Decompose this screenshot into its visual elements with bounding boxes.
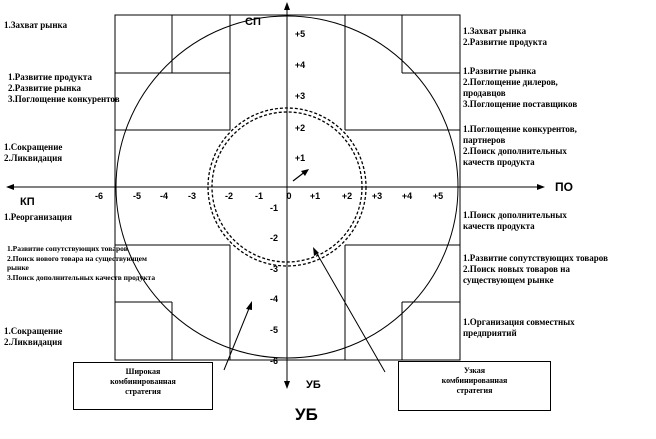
y-tick: -3 (269, 264, 279, 274)
text-line: 1.Сокращение (4, 326, 63, 336)
x-axis-right-arrow (537, 184, 545, 190)
x-tick: +2 (341, 191, 353, 201)
text-line: 1.Поглощение конкурентов, (463, 124, 577, 134)
axis-label-right: ПО (555, 180, 573, 194)
text-line: 2.Поиск нового товара на существующем (7, 253, 148, 263)
y-tick: +5 (294, 29, 306, 39)
right-text-3 (463, 124, 577, 168)
text-line: комбинированная (110, 377, 176, 386)
text-line: стратегия (456, 386, 493, 395)
right-text-2 (463, 66, 577, 110)
x-tick: +5 (432, 191, 444, 201)
text-line: 2.Поиск новых товаров на (463, 264, 570, 274)
y-axis-top-arrow (284, 2, 290, 10)
x-tick: +4 (401, 191, 413, 201)
axis-label-bottom: УБ (306, 379, 321, 391)
right-text-5 (463, 253, 608, 286)
axis-label-top: СП (245, 16, 261, 28)
text-line: 1.Организация совместных (463, 317, 575, 327)
x-axis-left-arrow (6, 184, 14, 190)
text-line: 1.Развитие рынка (463, 66, 537, 76)
text-line: 1.Поиск дополнительных (463, 210, 567, 220)
text-line: 3.Поиск дополнительных качеств продукта (7, 272, 156, 282)
text-line: 2.Развитие продукта (463, 37, 547, 47)
text-line: 1.Захват рынка (4, 20, 68, 30)
y-tick: +4 (294, 60, 306, 70)
narrow-strategy-callout (398, 361, 551, 411)
y-tick: -5 (269, 325, 279, 335)
direction-arrow-head (301, 169, 309, 176)
y-tick: -2 (269, 233, 279, 243)
y-tick: -1 (269, 203, 279, 213)
text-line: качеств продукта (463, 157, 535, 167)
text-line: 2.Развитие рынка (8, 83, 82, 93)
text-line: 2.Поглощение дилеров, (463, 77, 558, 87)
text-line: Широкая (125, 367, 161, 376)
x-tick: +1 (309, 191, 321, 201)
text-line: качеств продукта (463, 221, 535, 231)
text-line: 2.Ликвидация (4, 153, 63, 163)
x-tick: 0 (286, 191, 292, 201)
x-tick: -4 (159, 191, 169, 201)
axis-label-left: КП (20, 196, 35, 208)
left-text-2 (8, 72, 120, 105)
right-text-1 (463, 26, 547, 48)
text-line: 3.Поглощение поставщиков (463, 99, 578, 109)
y-axis-bottom-arrow (284, 381, 290, 389)
text-line: комбинированная (441, 376, 508, 385)
narrow-pointer-line (316, 252, 385, 372)
text-line: рынке (7, 263, 29, 272)
left-text-1 (4, 20, 67, 31)
y-tick: -6 (269, 356, 279, 366)
left-text-3 (4, 142, 62, 164)
text-line: Узкая (463, 366, 486, 375)
y-tick: -4 (269, 294, 279, 304)
y-tick: +1 (294, 153, 306, 163)
text-line: предприятий (463, 328, 517, 338)
text-line: 2.Ликвидация (4, 337, 63, 347)
text-line: 3.Поглощение конкурентов (8, 94, 120, 104)
left-text-6 (4, 326, 62, 348)
x-tick: -3 (187, 191, 197, 201)
y-tick: +3 (294, 91, 306, 101)
text-line: существующем рынке (463, 275, 554, 285)
axis-label-bottom-large: УБ (295, 405, 318, 424)
y-tick: +2 (294, 123, 306, 133)
text-line: 2.Поиск дополнительных (463, 146, 567, 156)
text-line: партнеров (463, 135, 506, 145)
text-line: 1.Развитие сопутствующих товаров (7, 244, 128, 253)
wide-pointer-head (246, 301, 252, 310)
x-tick: -2 (224, 191, 234, 201)
left-text-4 (4, 212, 72, 223)
wide-strategy-callout (73, 362, 213, 410)
text-line: 1.Захват рынка (463, 26, 527, 36)
right-text-4 (463, 210, 567, 232)
x-tick-labels (95, 191, 443, 201)
x-tick: -6 (94, 191, 104, 201)
x-tick: -5 (132, 191, 142, 201)
text-line: 1.Развитие сопутствующих товаров (463, 253, 608, 263)
text-line: 1.Сокращение (4, 142, 63, 152)
right-text-6 (463, 317, 575, 339)
text-line: стратегия (125, 387, 161, 396)
text-line: 1.Реорганизация (4, 212, 72, 222)
x-tick: +3 (371, 191, 383, 201)
left-text-5 (7, 244, 155, 282)
x-tick: -1 (254, 191, 264, 201)
text-line: 1.Развитие продукта (8, 72, 92, 82)
text-line: продавцов (463, 88, 506, 98)
